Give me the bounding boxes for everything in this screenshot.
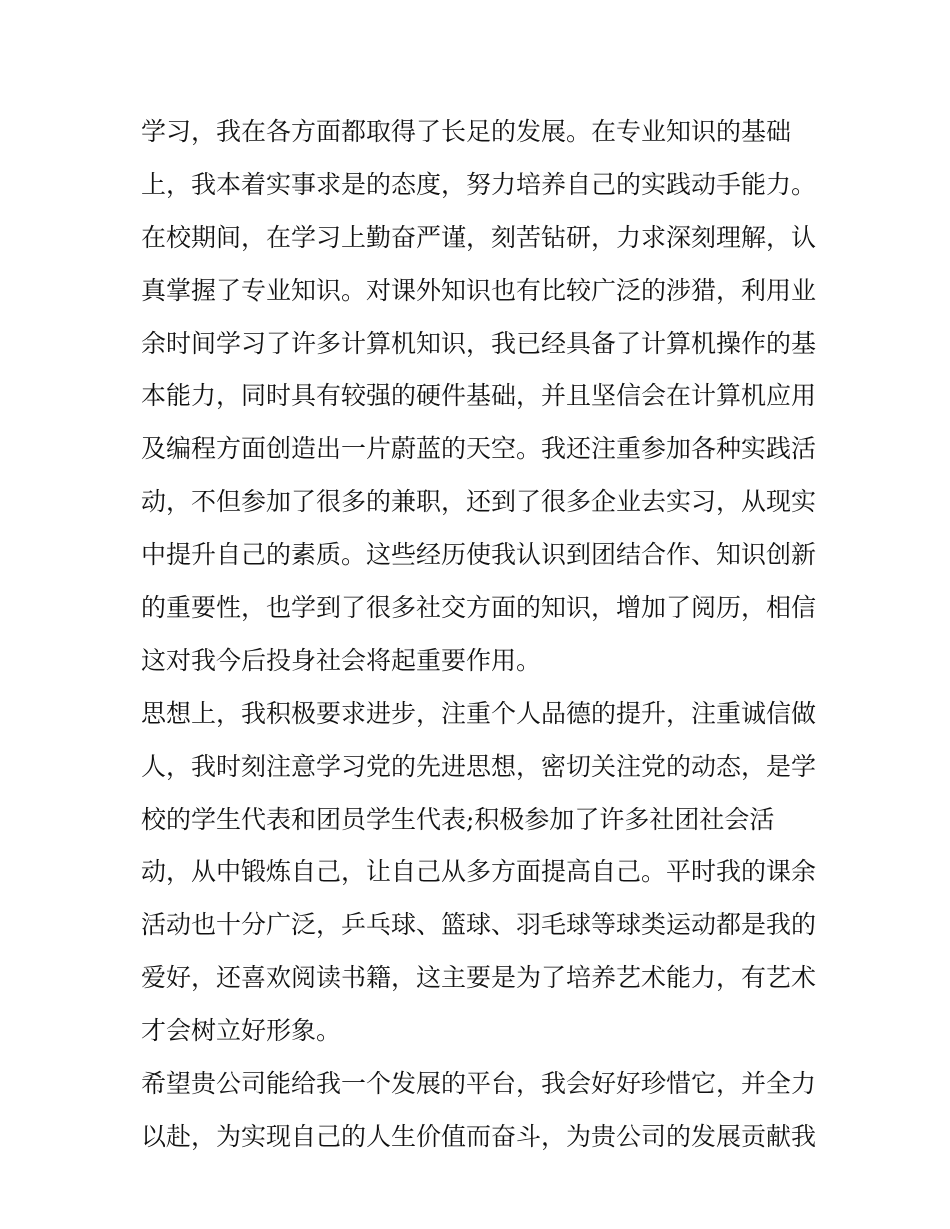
text-line: 上，我本着实事求是的态度，努力培养自己的实践动手能力。 — [141, 169, 817, 199]
text-line: 动，不但参加了很多的兼职，还到了很多企业去实习，从现实 — [141, 487, 817, 517]
text-line: 动，从中锻炼自己，让自己从多方面提高自己。平时我的课余 — [141, 857, 817, 887]
text-line: 本能力，同时具有较强的硬件基础，并且坚信会在计算机应用 — [141, 381, 817, 411]
text-line: 希望贵公司能给我一个发展的平台，我会好好珍惜它，并全力 — [141, 1069, 817, 1099]
text-line: 余时间学习了许多计算机知识，我已经具备了计算机操作的基 — [141, 328, 817, 358]
text-line: 思想上，我积极要求进步，注重个人品德的提升，注重诚信做 — [141, 698, 817, 728]
text-line: 在校期间，在学习上勤奋严谨，刻苦钻研，力求深刻理解，认 — [141, 222, 817, 252]
text-line: 以赴，为实现自己的人生价值而奋斗，为贵公司的发展贡献我 — [141, 1121, 817, 1151]
text-line: 才会树立好形象。 — [141, 1016, 342, 1046]
text-line: 真掌握了专业知识。对课外知识也有比较广泛的涉猎，利用业 — [141, 275, 817, 305]
text-line: 校的学生代表和团员学生代表;积极参加了许多社团社会活 — [141, 804, 775, 834]
text-line: 爱好，还喜欢阅读书籍，这主要是为了培养艺术能力，有艺术 — [141, 963, 817, 993]
text-line: 这对我今后投身社会将起重要作用。 — [141, 645, 542, 675]
text-line: 人，我时刻注意学习党的先进思想，密切关注党的动态，是学 — [141, 751, 817, 781]
text-line: 活动也十分广泛，乒乓球、篮球、羽毛球等球类运动都是我的 — [141, 910, 817, 940]
text-line: 的重要性，也学到了很多社交方面的知识，增加了阅历，相信 — [141, 593, 817, 623]
text-line: 及编程方面创造出一片蔚蓝的天空。我还注重参加各种实践活 — [141, 434, 817, 464]
text-line: 中提升自己的素质。这些经历使我认识到团结合作、知识创新 — [141, 540, 817, 570]
body-text — [141, 106, 841, 1164]
text-line: 学习，我在各方面都取得了长足的发展。在专业知识的基础 — [141, 117, 792, 146]
